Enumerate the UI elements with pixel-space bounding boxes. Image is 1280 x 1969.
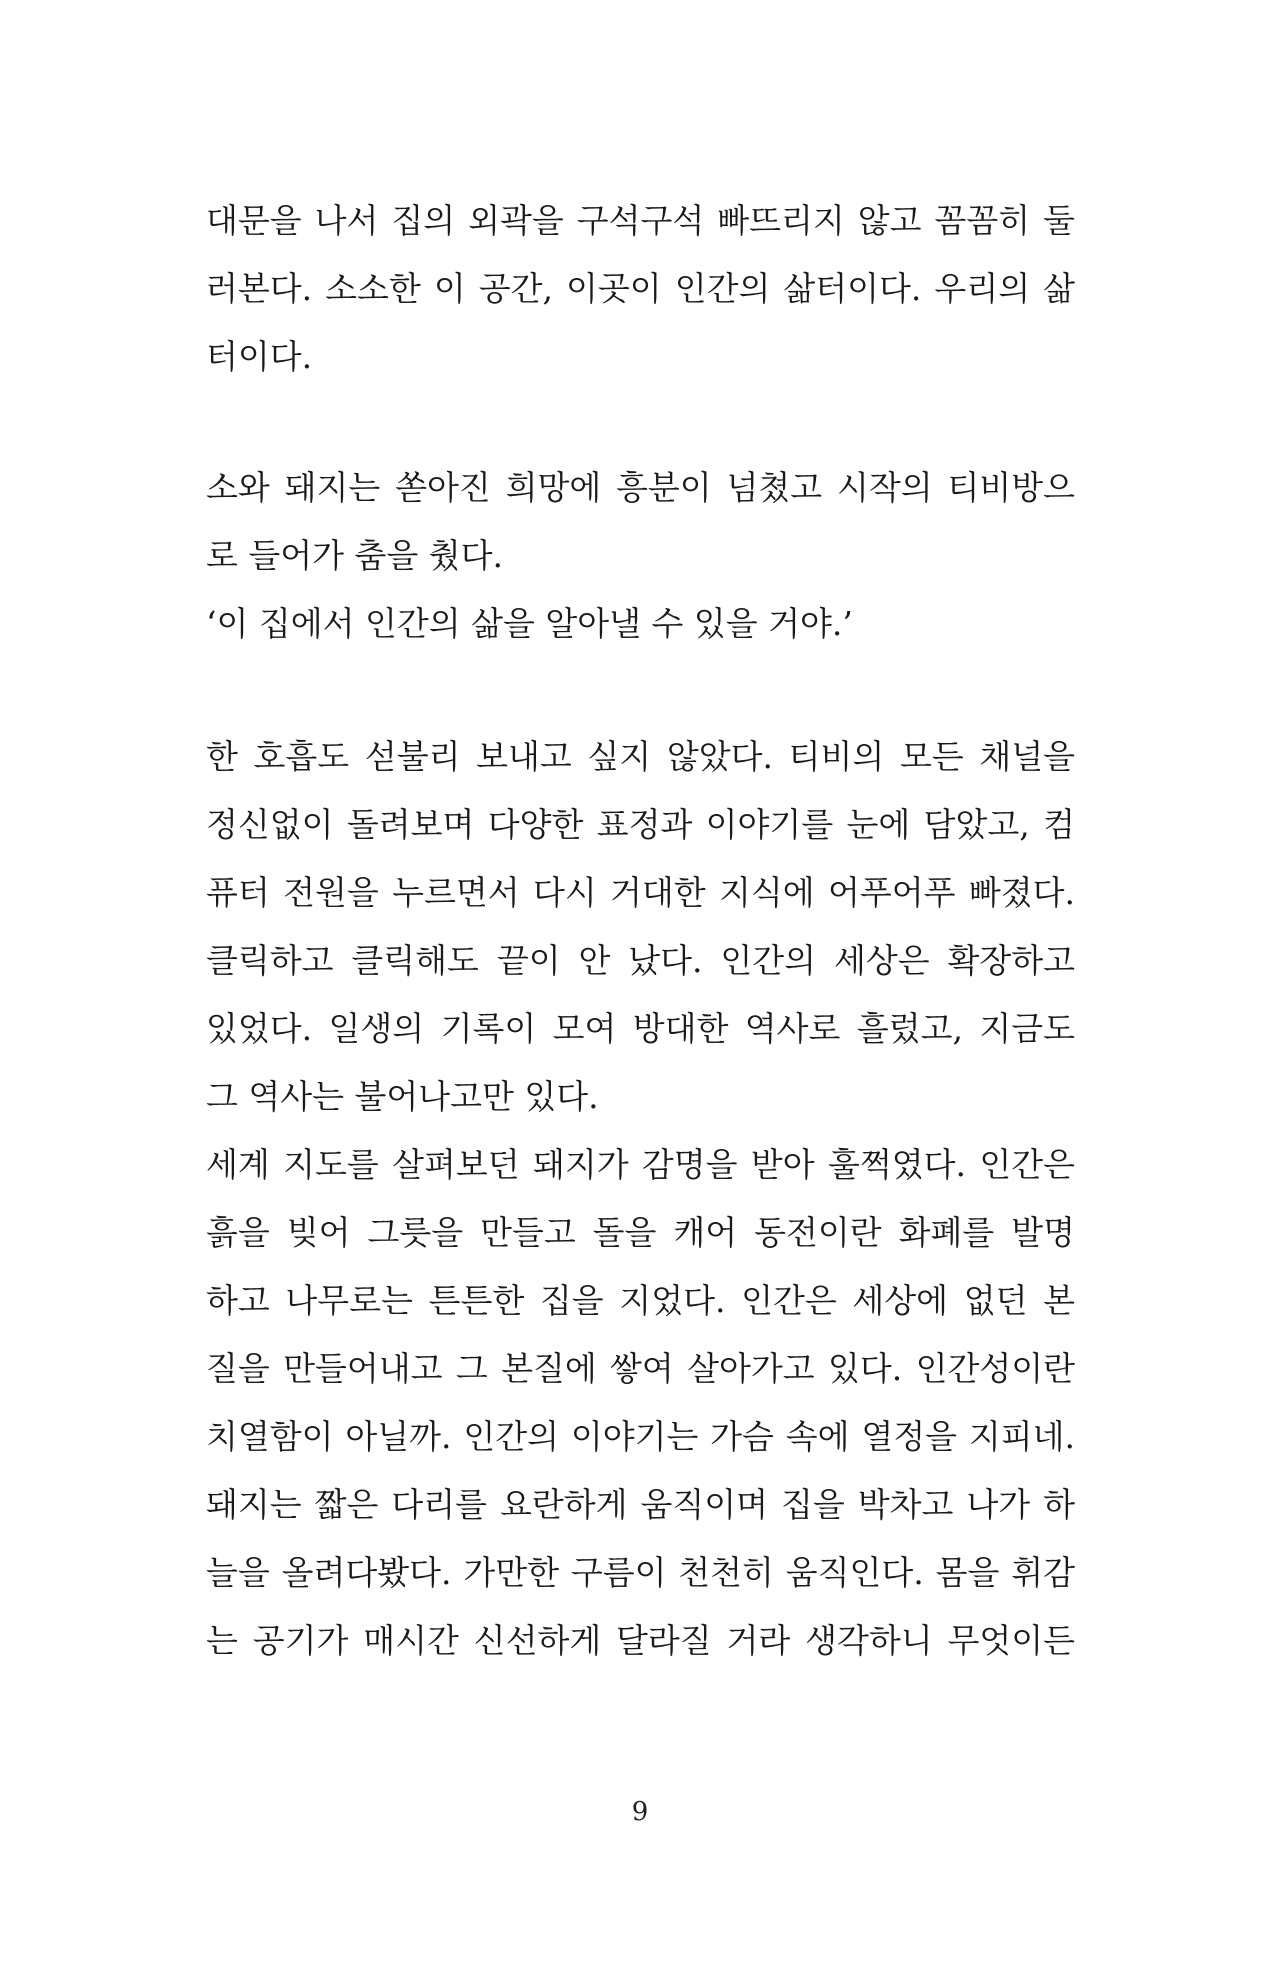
page-number: 9 bbox=[631, 1797, 649, 1827]
text-line: 돼지는 짧은 다리를 요란하게 움직이며 집을 박차고 나가 하 bbox=[206, 1485, 1075, 1524]
text-line: 질을 만들어내고 그 본질에 쌓여 살아가고 있다. 인간성이란 bbox=[206, 1349, 1075, 1388]
text-line: 퓨터 전원을 누르면서 다시 거대한 지식에 어푸어푸 빠졌다. bbox=[206, 873, 1075, 912]
text-line: 있었다. 일생의 기록이 모여 방대한 역사로 흘렀고, 지금도 bbox=[206, 1009, 1075, 1048]
text-line: 하고 나무로는 튼튼한 집을 지었다. 인간은 세상에 없던 본 bbox=[206, 1281, 1075, 1320]
text-line: 대문을 나서 집의 외곽을 구석구석 빠뜨리지 않고 꼼꼼히 둘 bbox=[206, 201, 1075, 240]
text-line: 늘을 올려다봤다. 가만한 구름이 천천히 움직인다. 몸을 휘감 bbox=[206, 1553, 1075, 1592]
text-line: 세계 지도를 살펴보던 돼지가 감명을 받아 훌쩍였다. 인간은 bbox=[206, 1145, 1075, 1184]
text-line: 로 들어가 춤을 췄다. bbox=[206, 536, 503, 575]
text-line: 클릭하고 클릭해도 끝이 안 났다. 인간의 세상은 확장하고 bbox=[206, 941, 1075, 980]
text-line: 한 호흡도 섣불리 보내고 싶지 않았다. 티비의 모든 채널을 bbox=[206, 737, 1075, 776]
text-line: 러본다. 소소한 이 공간, 이곳이 인간의 삶터이다. 우리의 삶 bbox=[206, 269, 1075, 308]
text-line: 치열함이 아닐까. 인간의 이야기는 가슴 속에 열정을 지피네. bbox=[206, 1417, 1075, 1456]
text-line: ‘이 집에서 인간의 삶을 알아낼 수 있을 거야.’ bbox=[206, 604, 853, 643]
text-line: 흙을 빚어 그릇을 만들고 돌을 캐어 동전이란 화폐를 발명 bbox=[206, 1213, 1075, 1252]
text-line: 정신없이 돌려보며 다양한 표정과 이야기를 눈에 담았고, 컴 bbox=[206, 805, 1075, 844]
text-line: 는 공기가 매시간 신선하게 달라질 거라 생각하니 무엇이든 bbox=[206, 1621, 1075, 1660]
text-line: 터이다. bbox=[206, 337, 313, 376]
text-line: 소와 돼지는 쏟아진 희망에 흥분이 넘쳤고 시작의 티비방으 bbox=[206, 468, 1075, 507]
text-line: 그 역사는 불어나고만 있다. bbox=[206, 1077, 599, 1116]
